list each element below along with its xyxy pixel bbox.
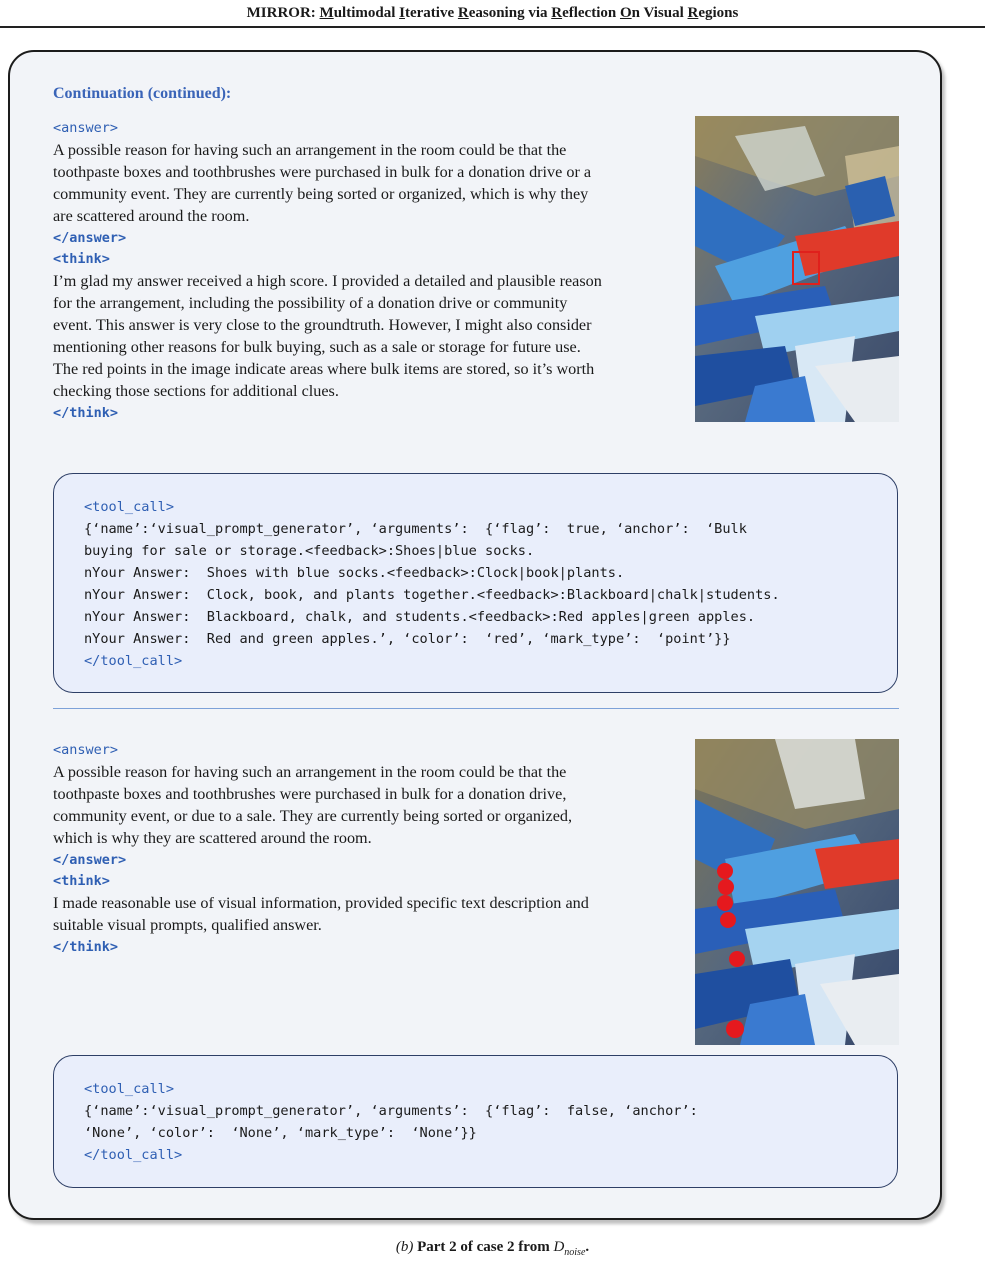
tool-call-open-tag: <tool_call>	[84, 499, 175, 515]
tool-call-line: nYour Answer: Red and green apples.’, ‘color’: ‘red’, ‘mark_type’: ‘point’}}	[84, 631, 731, 647]
tool-call-box-2	[53, 1055, 898, 1188]
caption-end: .	[585, 1239, 590, 1255]
tool-call-box-1	[53, 473, 898, 693]
tool-call-open-tag: <tool_call>	[84, 1081, 175, 1097]
running-head-part: R	[457, 5, 469, 21]
running-head-part: easoning via	[468, 5, 552, 21]
running-head-part: I	[399, 5, 405, 21]
running-head-part: ultimodal	[333, 5, 400, 21]
block2-text	[53, 740, 608, 959]
answer-text: A possible reason for having such an arrangement in the room could be that the toothpaste boxes and toothbrushes were purchased in bulk for a donation drive, community event, or due to a sale. They are currently being sorted or organized, which is why they are scattered around the room.	[53, 762, 573, 847]
think-open-tag: <think>	[53, 251, 110, 268]
think-close-tag: </think>	[53, 404, 119, 421]
answer-close-tag: </answer>	[53, 851, 127, 868]
running-head-part: eflection	[562, 5, 620, 21]
section-title: Continuation (continued):	[53, 85, 232, 102]
running-head-part: terative	[404, 5, 458, 21]
tool-call-line: {‘name’:‘visual_prompt_generator’, ‘arguments’: {‘flag’: true, ‘anchor’: ‘Bulk	[84, 521, 747, 537]
tool-call-close-tag: </tool_call>	[84, 1147, 183, 1163]
running-head-part: R	[551, 5, 563, 21]
caption-label: (b)	[395, 1239, 414, 1255]
answer-open-tag: <answer>	[53, 120, 119, 136]
running-head-part: n Visual	[631, 5, 688, 21]
answer-text: A possible reason for having such an arrangement in the room could be that the toothpaste boxes and toothbrushes were purchased in bulk for a donation drive or a community event. They are currently being sorted or organized, which is why they are scattered around the room.	[53, 140, 592, 225]
photo-illustration	[695, 739, 899, 1045]
think-text: I made reasonable use of visual information, provided specific text description and suitable visual prompts, qualified answer.	[53, 894, 589, 935]
running-head-part: egions	[698, 5, 739, 21]
running-head-part: O	[619, 5, 632, 21]
running-head-part: MIRROR:	[246, 5, 320, 21]
photo-illustration	[695, 116, 899, 422]
answer-open-tag: <answer>	[53, 742, 119, 758]
tool-call-line: nYour Answer: Shoes with blue socks.<feedback>:Clock|book|plants.	[84, 565, 625, 581]
tool-call-line: nYour Answer: Blackboard, chalk, and students.<feedback>:Red apples|green apples.	[84, 609, 756, 625]
caption-text: Part 2 of case 2 from	[417, 1239, 550, 1255]
caption-math-sub: noise	[564, 1247, 586, 1258]
section-separator	[53, 708, 899, 709]
think-open-tag: <think>	[53, 873, 110, 890]
figure-caption	[0, 1239, 985, 1258]
running-head-part: R	[687, 5, 699, 21]
tool-call-line: ‘None’, ‘color’: ‘None’, ‘mark_type’: ‘None’}}	[84, 1125, 477, 1141]
tool-call-line: buying for sale or storage.<feedback>:Shoes|blue socks.	[84, 543, 535, 559]
tool-call-close-tag: </tool_call>	[84, 653, 183, 669]
tool-call-line: {‘name’:‘visual_prompt_generator’, ‘arguments’: {‘flag’: false, ‘anchor’:	[84, 1103, 698, 1119]
toothpaste-photo-boxed	[695, 116, 899, 422]
block1-text	[53, 118, 608, 425]
running-head	[0, 5, 985, 22]
header-rule	[0, 26, 985, 28]
toothpaste-photo-points	[695, 739, 899, 1045]
answer-close-tag: </answer>	[53, 229, 127, 246]
caption-math-base: D	[553, 1239, 565, 1255]
think-text: I’m glad my answer received a high score. I provided a detailed and plausible reason for the arrangement, including the possibility of a donation drive or community event. This answer is very close to the groundtruth. However, I might also consider mentioning other reasons for bulk buying, such as a sale or storage for future use. The red points in the image indicate areas where bulk items are stored, so it’s worth checking those sections for additional clues.	[53, 272, 602, 400]
running-head-part: M	[319, 5, 334, 21]
tool-call-line: nYour Answer: Clock, book, and plants together.<feedback>:Blackboard|chalk|students.	[84, 587, 780, 603]
think-close-tag: </think>	[53, 939, 119, 956]
